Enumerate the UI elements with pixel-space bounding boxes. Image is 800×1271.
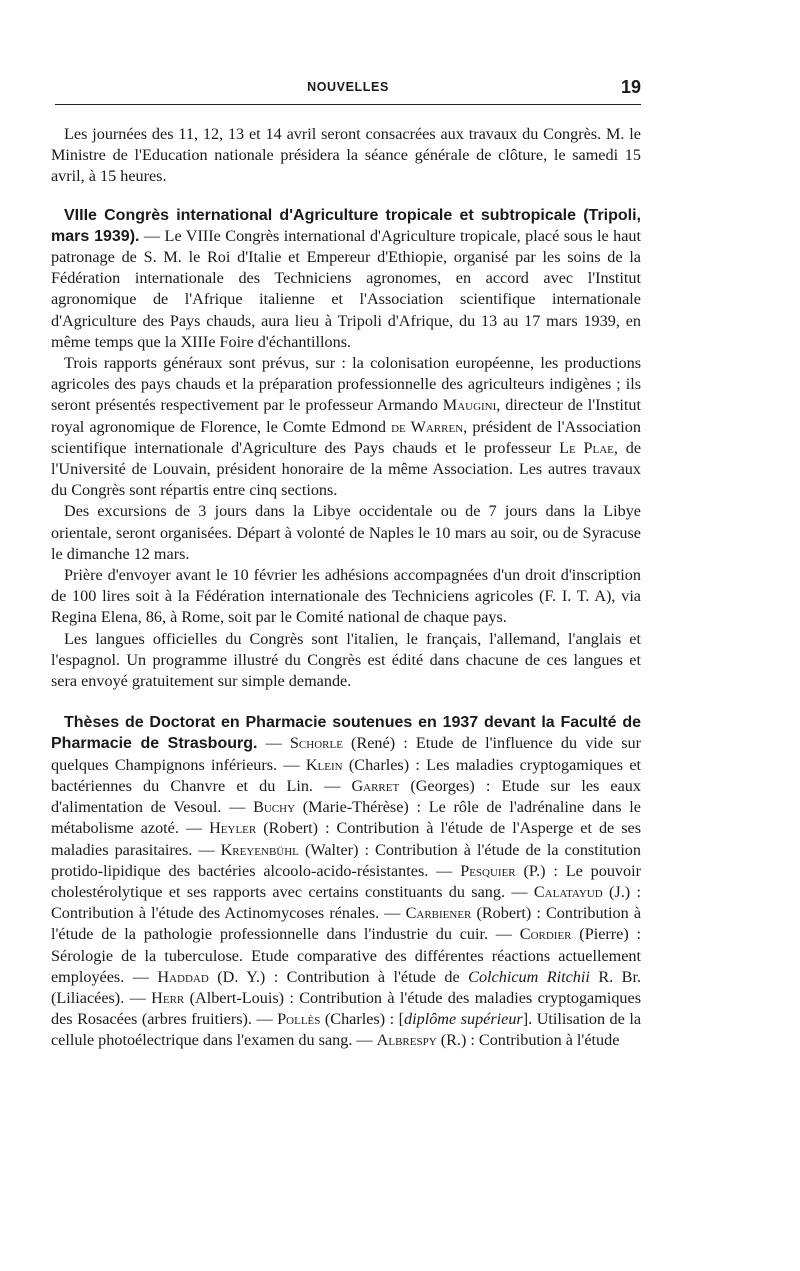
text-run: (Robert) : Contribution à l'étude de la pathologie professionnelle dans l'industrie du cuir. —: [51, 904, 642, 944]
text-run: (Marie-Thérèse) : Le rôle de l'adrénaline dans le métabolisme azoté. —: [51, 798, 641, 838]
author-name: Schorle: [289, 734, 343, 753]
author-name: Herr: [151, 988, 185, 1007]
text-run: , de l'Université de Louvain, président honoraire de la même Association. Les autres travaux du Congrès sont répartis entre cinq sections.: [51, 438, 642, 500]
text-run: (D. Y.) : Contribution à l'étude de: [208, 967, 469, 986]
text-run: Trois rapports généraux sont prévus, sur : la colonisation européenne, les productions agricoles des pays chauds et la préparation professionnelle des agriculteurs indigènes ; ils seront présentés respectivement par le professeur Armando: [51, 354, 641, 415]
author-name: Pesquier: [460, 861, 516, 880]
article-body: [51, 124, 641, 1052]
section1-paragraph-1: [51, 205, 641, 353]
text-run: (Pierre) : Sérologie de la tuberculose. Etude comparative des différentes réactions actuellement employées. —: [51, 925, 641, 986]
author-name: Heyler: [209, 819, 257, 838]
author-name: Albrespy: [376, 1031, 437, 1050]
page-header: [55, 77, 641, 100]
author-name: Garret: [351, 776, 400, 795]
section1-paragraph-2: [51, 353, 641, 501]
running-title: NOUVELLES: [307, 80, 389, 94]
text-run: (J.) : Contribution à l'étude des Actinomycoses rénales. —: [51, 882, 641, 923]
intro-paragraph: Les journées des 11, 12, 13 et 14 avril seront consacrées aux travaux du Congrès. M. le Ministre de l'Education nationale présidera la séance générale de clôture, le samedi 15 avril, à 15 heures.: [51, 125, 641, 186]
author-name: Cordier: [519, 925, 572, 944]
author-name: Kreyenbühl: [220, 840, 299, 859]
person-name: Maugini: [442, 396, 497, 415]
text-run: (P.) : Le pouvoir cholestérolytique et ses rapports avec certains constituants du sang. —: [51, 861, 641, 901]
text-run: (Georges) : Etude sur les eaux d'alimentation de Vesoul. —: [51, 776, 641, 817]
text-run: , directeur de l'Institut royal agronomique de Florence, le Comte Edmond: [51, 396, 641, 436]
text-run: (Charles) : Les maladies cryptogamiques et bactériennes du Chanvre et du Lin. —: [51, 755, 641, 795]
text-run: (Robert) : Contribution à l'étude de l'Asperge et de ses maladies parasitaires. —: [51, 819, 641, 859]
text-run: , président de l'Association scientifique internationale d'Agriculture des Pays chauds et le professeur: [51, 417, 641, 457]
author-name: Pollès: [277, 1010, 321, 1029]
text-run: —: [257, 734, 290, 753]
author-name: Calatayud: [533, 882, 603, 901]
section1-p1-body: — Le VIIIe Congrès international d'Agriculture tropicale, placé sous le haut patronage de S. M. le Roi d'Italie et Empereur d'Ethiopie, organisé par les soins de la Fédération internationale des Techniciens agronomes, en accord avec l'Institut agronomique de l'Afrique italienne et l'Association scientifique internationale d'Agriculture des Pays chauds, aura lieu à Tripoli d'Afrique, du 13 au 17 mars 1939, en même temps que la XIIIe Foire d'échantillons.: [51, 226, 641, 351]
author-name: Buchy: [253, 798, 296, 817]
section2-heading: Thèses de Doctorat en Pharmacie soutenues en 1937 devant la Faculté de Pharmacie de Strasbourg.: [51, 714, 641, 753]
text-run: (Albert-Louis) : Contribution à l'étude des maladies cryptogamiques des Rosacées (arbres fruitiers). —: [51, 988, 641, 1029]
section-spacer: [51, 188, 641, 205]
section1-paragraph-4: Prière d'envoyer avant le 10 février les adhésions accompagnées d'un droit d'inscription de 100 lires soit à la Fédération internationale des Techniciens agricoles (F. I. T. A), via Regina Elena, 86, à Rome, soit par le Comité national de chaque pays.: [51, 566, 641, 627]
text-run: ]. Utilisation de la cellule photoélectrique dans l'examen du sang. —: [51, 1010, 642, 1050]
text-run: (Walter) : Contribution à l'étude de la constitution protido-lipidique des bactéries alcoolo-acido-résistantes. —: [51, 840, 641, 880]
author-name: Carbiener: [405, 904, 472, 923]
diploma-note: diplôme supérieur: [404, 1010, 523, 1029]
section-spacer: [51, 692, 641, 712]
person-name: Le Plae: [559, 438, 614, 457]
section1-heading: VIIIe Congrès international d'Agriculture tropicale et subtropicale (Tripoli, mars 1939).: [51, 206, 641, 245]
section2-paragraph: [51, 712, 641, 1051]
header-rule: [55, 104, 641, 105]
author-name: Haddad: [157, 967, 209, 986]
section1-paragraph-3: Des excursions de 3 jours dans la Libye occidentale ou de 7 jours dans la Libye orientale, seront organisées. Départ à volonté de Naples le 10 mars au soir, ou de Syracuse le dimanche 12 mars.: [51, 502, 641, 563]
person-name: de Warren: [391, 417, 464, 436]
section1-paragraph-5: Les langues officielles du Congrès sont l'italien, le français, l'allemand, l'anglais et l'espagnol. Un programme illustré du Congrès est édité dans chacune de ces langues et sera envoyé gratuitement sur simple demande.: [51, 629, 641, 691]
page-number: 19: [620, 77, 641, 97]
text-run: (Charles) : [: [320, 1010, 405, 1029]
text-run: (R.) : Contribution à l'étude: [436, 1031, 620, 1050]
species-name: Colchicum Ritchii: [468, 967, 590, 986]
author-name: Klein: [305, 755, 343, 774]
text-run: R. Br. (Liliacées). —: [51, 967, 641, 1007]
text-run: (René) : Etude de l'influence du vide sur quelques Champignons inférieurs. —: [51, 734, 641, 774]
